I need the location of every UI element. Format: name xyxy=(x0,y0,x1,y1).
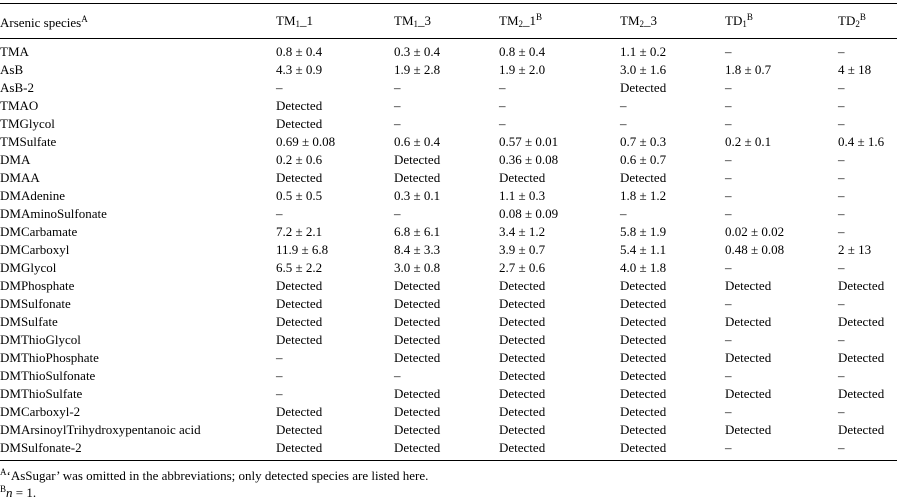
value-cell: – xyxy=(394,116,401,131)
value-cell: 7.2 ± 2.1 xyxy=(276,224,323,239)
table-row xyxy=(0,241,897,259)
species-name-cell: DMCarboxyl xyxy=(0,242,70,257)
value-cell: 1.9 ± 2.8 xyxy=(394,62,441,77)
value-cell: 0.3 ± 0.1 xyxy=(394,188,441,203)
value-cell: Detected xyxy=(394,350,441,365)
value-cell: Detected xyxy=(620,296,667,311)
value-cell: Detected xyxy=(620,350,667,365)
table-row xyxy=(0,367,897,385)
value-cell: – xyxy=(725,368,732,383)
value-cell: – xyxy=(499,98,506,113)
table-row xyxy=(0,79,897,97)
value-cell: – xyxy=(394,206,401,221)
value-cell: 1.8 ± 0.7 xyxy=(725,62,772,77)
value-cell: 0.69 ± 0.08 xyxy=(276,134,336,149)
header-col-6: $TD_2^B$ xyxy=(838,12,866,29)
header-col-4: $TM_2\_3$ xyxy=(620,13,657,29)
value-cell: – xyxy=(838,440,845,455)
value-cell: – xyxy=(838,332,845,347)
value-cell: Detected xyxy=(276,170,323,185)
footnote-b: $^B$n = 1. xyxy=(0,484,37,500)
value-cell: Detected xyxy=(499,278,546,293)
value-cell: 5.8 ± 1.9 xyxy=(620,224,667,239)
species-name-cell: DMThioSulfate xyxy=(0,386,83,401)
species-name-cell: DMThioPhosphate xyxy=(0,350,99,365)
footnote-a: $^A$‘AsSugar’ was omitted in the abbreviations; only detected species are listed here. xyxy=(0,467,429,483)
value-cell: 0.08 ± 0.09 xyxy=(499,206,559,221)
value-cell: – xyxy=(620,206,627,221)
value-cell: 0.4 ± 1.6 xyxy=(838,134,885,149)
value-cell: 6.5 ± 2.2 xyxy=(276,260,323,275)
value-cell: 0.02 ± 0.02 xyxy=(725,224,785,239)
table-row xyxy=(0,277,897,295)
species-name-cell: TMAO xyxy=(0,98,39,113)
value-cell: – xyxy=(725,404,732,419)
value-cell: 0.8 ± 0.4 xyxy=(276,44,323,59)
table-row xyxy=(0,259,897,277)
value-cell: 3.9 ± 0.7 xyxy=(499,242,546,257)
value-cell: Detected xyxy=(394,422,441,437)
header-col-2: $TM_1\_3$ xyxy=(394,13,431,29)
table-row xyxy=(0,61,897,79)
species-name-cell: DMA xyxy=(0,152,31,167)
header-col-1: $TM_1\_1$ xyxy=(276,13,313,29)
value-cell: 1.9 ± 2.0 xyxy=(499,62,546,77)
value-cell: – xyxy=(838,80,845,95)
arsenic-species-table xyxy=(0,3,897,461)
value-cell: – xyxy=(725,206,732,221)
value-cell: 6.8 ± 6.1 xyxy=(394,224,441,239)
table-row xyxy=(0,97,897,115)
value-cell: Detected xyxy=(620,368,667,383)
value-cell: – xyxy=(838,368,845,383)
table-row xyxy=(0,169,897,187)
value-cell: 4.3 ± 0.9 xyxy=(276,62,323,77)
species-name-cell: TMGlycol xyxy=(0,116,55,131)
value-cell: 1.8 ± 1.2 xyxy=(620,188,667,203)
value-cell: Detected xyxy=(276,314,323,329)
value-cell: Detected xyxy=(725,422,772,437)
value-cell: Detected xyxy=(838,314,885,329)
value-cell: Detected xyxy=(499,422,546,437)
value-cell: – xyxy=(838,170,845,185)
table-body xyxy=(0,39,897,461)
value-cell: Detected xyxy=(838,386,885,401)
value-cell: Detected xyxy=(725,278,772,293)
species-name-cell: DMThioSulfonate xyxy=(0,368,96,383)
value-cell: Detected xyxy=(276,422,323,437)
table-row xyxy=(0,439,897,461)
value-cell: Detected xyxy=(620,386,667,401)
value-cell: Detected xyxy=(499,332,546,347)
table-row xyxy=(0,133,897,151)
value-cell: – xyxy=(394,98,401,113)
value-cell: Detected xyxy=(276,332,323,347)
table-row xyxy=(0,223,897,241)
species-name-cell: DMAA xyxy=(0,170,40,185)
value-cell: 0.2 ± 0.6 xyxy=(276,152,323,167)
species-name-cell: AsB-2 xyxy=(0,80,34,95)
value-cell: – xyxy=(276,386,283,401)
value-cell: – xyxy=(725,116,732,131)
value-cell: – xyxy=(838,260,845,275)
value-cell: – xyxy=(499,116,506,131)
value-cell: Detected xyxy=(838,278,885,293)
value-cell: Detected xyxy=(499,386,546,401)
value-cell: – xyxy=(499,80,506,95)
value-cell: Detected xyxy=(620,170,667,185)
value-cell: 4 ± 18 xyxy=(838,62,872,77)
table-header xyxy=(0,4,897,39)
value-cell: – xyxy=(725,44,732,59)
header-col-3: $TM_2\_1^B$ xyxy=(499,12,543,29)
value-cell: – xyxy=(276,350,283,365)
species-name-cell: DMSulfonate xyxy=(0,296,71,311)
value-cell: 0.3 ± 0.4 xyxy=(394,44,441,59)
value-cell: 2.7 ± 0.6 xyxy=(499,260,546,275)
value-cell: 3.0 ± 0.8 xyxy=(394,260,441,275)
value-cell: Detected xyxy=(394,170,441,185)
value-cell: Detected xyxy=(276,98,323,113)
value-cell: – xyxy=(838,188,845,203)
value-cell: 0.6 ± 0.7 xyxy=(620,152,667,167)
species-name-cell: DMAminoSulfonate xyxy=(0,206,107,221)
species-name-cell: DMPhosphate xyxy=(0,278,75,293)
value-cell: 0.8 ± 0.4 xyxy=(499,44,546,59)
value-cell: Detected xyxy=(499,314,546,329)
species-name-cell: DMArsinoylTrihydroxypentanoic acid xyxy=(0,422,201,437)
value-cell: Detected xyxy=(394,440,441,455)
value-cell: – xyxy=(725,98,732,113)
value-cell: 0.7 ± 0.3 xyxy=(620,134,667,149)
value-cell: Detected xyxy=(394,296,441,311)
header-species: Arsenic species$^A$ xyxy=(0,14,88,30)
table-row xyxy=(0,403,897,421)
table-row xyxy=(0,385,897,403)
header-col-5: $TD_1^B$ xyxy=(725,12,753,29)
species-name-cell: TMA xyxy=(0,44,29,59)
value-cell: Detected xyxy=(499,440,546,455)
species-name-cell: TMSulfate xyxy=(0,134,57,149)
value-cell: Detected xyxy=(499,404,546,419)
value-cell: – xyxy=(394,80,401,95)
value-cell: – xyxy=(276,80,283,95)
value-cell: 3.0 ± 1.6 xyxy=(620,62,667,77)
value-cell: – xyxy=(838,296,845,311)
value-cell: Detected xyxy=(499,296,546,311)
value-cell: Detected xyxy=(499,350,546,365)
value-cell: Detected xyxy=(499,170,546,185)
value-cell: – xyxy=(725,80,732,95)
species-name-cell: DMThioGlycol xyxy=(0,332,81,347)
value-cell: 3.4 ± 1.2 xyxy=(499,224,546,239)
value-cell: – xyxy=(838,404,845,419)
value-cell: – xyxy=(725,440,732,455)
species-name-cell: DMCarboxyl-2 xyxy=(0,404,81,419)
value-cell: 8.4 ± 3.3 xyxy=(394,242,441,257)
value-cell: – xyxy=(394,368,401,383)
value-cell: – xyxy=(838,44,845,59)
value-cell: – xyxy=(725,188,732,203)
value-cell: Detected xyxy=(394,386,441,401)
value-cell: Detected xyxy=(725,386,772,401)
table-row xyxy=(0,187,897,205)
value-cell: – xyxy=(725,170,732,185)
value-cell: – xyxy=(838,116,845,131)
value-cell: 0.2 ± 0.1 xyxy=(725,134,772,149)
value-cell: Detected xyxy=(276,440,323,455)
value-cell: Detected xyxy=(620,80,667,95)
table-row xyxy=(0,115,897,133)
table-row xyxy=(0,151,897,169)
value-cell: Detected xyxy=(620,314,667,329)
value-cell: 0.48 ± 0.08 xyxy=(725,242,785,257)
value-cell: 0.36 ± 0.08 xyxy=(499,152,559,167)
value-cell: Detected xyxy=(725,350,772,365)
value-cell: 5.4 ± 1.1 xyxy=(620,242,667,257)
value-cell: Detected xyxy=(620,278,667,293)
value-cell: 2 ± 13 xyxy=(838,242,872,257)
value-cell: – xyxy=(725,332,732,347)
table-row xyxy=(0,349,897,367)
value-cell: Detected xyxy=(394,152,441,167)
species-name-cell: DMSulfate xyxy=(0,314,58,329)
value-cell: – xyxy=(838,98,845,113)
species-name-cell: DMSulfonate-2 xyxy=(0,440,82,455)
value-cell: – xyxy=(725,296,732,311)
value-cell: – xyxy=(620,116,627,131)
species-name-cell: AsB xyxy=(0,62,24,77)
value-cell: Detected xyxy=(838,350,885,365)
value-cell: 1.1 ± 0.2 xyxy=(620,44,667,59)
table-row xyxy=(0,313,897,331)
value-cell: – xyxy=(725,152,732,167)
value-cell: Detected xyxy=(394,404,441,419)
value-cell: 11.9 ± 6.8 xyxy=(276,242,329,257)
value-cell: 0.6 ± 0.4 xyxy=(394,134,441,149)
value-cell: Detected xyxy=(499,368,546,383)
species-name-cell: DMAdenine xyxy=(0,188,65,203)
value-cell: Detected xyxy=(276,296,323,311)
species-name-cell: DMCarbamate xyxy=(0,224,78,239)
value-cell: Detected xyxy=(276,116,323,131)
value-cell: 0.5 ± 0.5 xyxy=(276,188,323,203)
value-cell: Detected xyxy=(620,440,667,455)
value-cell: – xyxy=(838,224,845,239)
value-cell: Detected xyxy=(620,404,667,419)
value-cell: Detected xyxy=(276,278,323,293)
value-cell: Detected xyxy=(394,278,441,293)
table-row xyxy=(0,421,897,439)
value-cell: 0.57 ± 0.01 xyxy=(499,134,559,149)
value-cell: – xyxy=(276,368,283,383)
value-cell: Detected xyxy=(276,404,323,419)
value-cell: Detected xyxy=(394,332,441,347)
value-cell: Detected xyxy=(394,314,441,329)
species-name-cell: DMGlycol xyxy=(0,260,57,275)
value-cell: – xyxy=(620,98,627,113)
value-cell: Detected xyxy=(725,314,772,329)
value-cell: – xyxy=(276,206,283,221)
value-cell: – xyxy=(838,152,845,167)
table-row xyxy=(0,331,897,349)
table-row xyxy=(0,295,897,313)
value-cell: 4.0 ± 1.8 xyxy=(620,260,667,275)
value-cell: Detected xyxy=(838,422,885,437)
value-cell: – xyxy=(725,260,732,275)
value-cell: Detected xyxy=(620,422,667,437)
table-row xyxy=(0,39,897,62)
value-cell: 1.1 ± 0.3 xyxy=(499,188,546,203)
value-cell: – xyxy=(838,206,845,221)
value-cell: Detected xyxy=(620,332,667,347)
table-row xyxy=(0,205,897,223)
